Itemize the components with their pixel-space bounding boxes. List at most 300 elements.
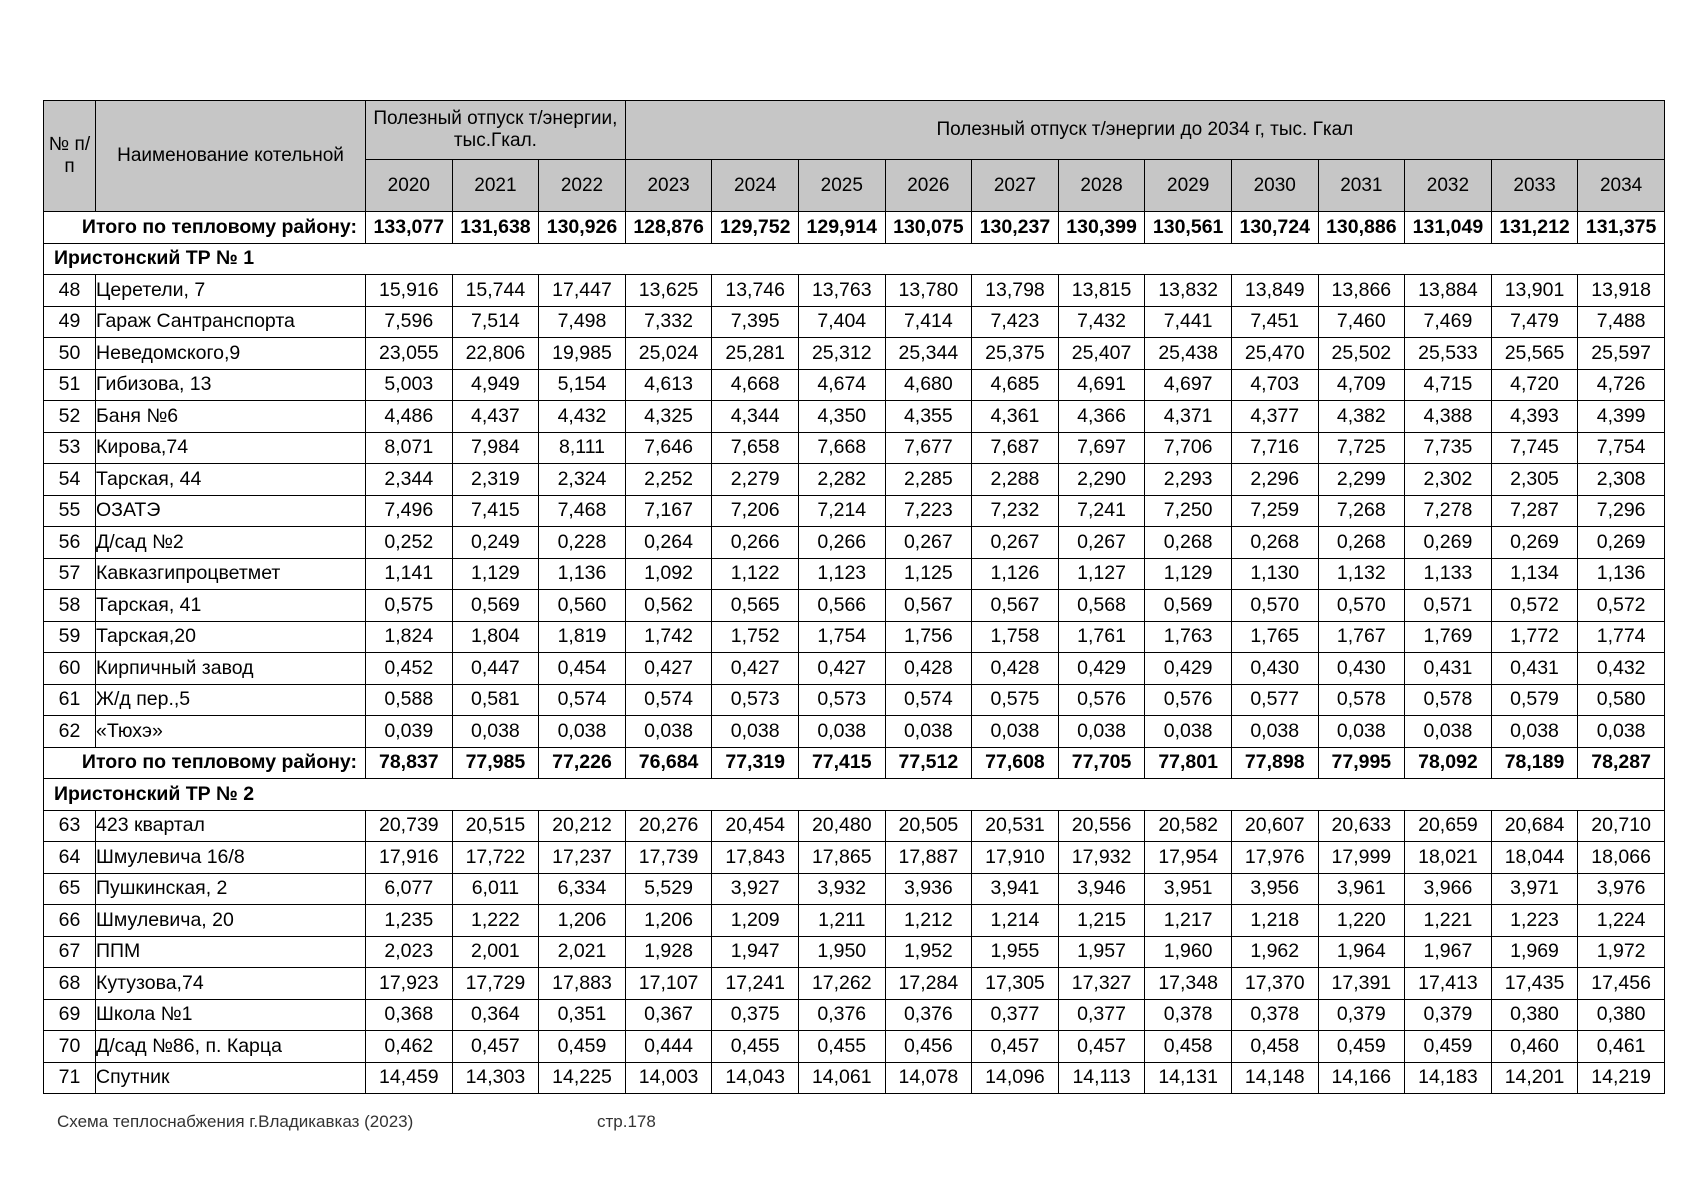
value-cell: 4,377	[1231, 401, 1318, 433]
value-cell: 13,815	[1058, 275, 1145, 307]
value-cell: 20,659	[1405, 810, 1492, 842]
value-cell: 7,404	[798, 306, 885, 338]
value-cell: 0,567	[972, 590, 1059, 622]
value-cell: 0,427	[798, 653, 885, 685]
value-cell: 4,715	[1405, 369, 1492, 401]
value-cell: 1,928	[625, 936, 712, 968]
value-cell: 17,729	[452, 968, 539, 1000]
value-cell: 0,562	[625, 590, 712, 622]
value-cell: 4,674	[798, 369, 885, 401]
value-cell: 2,285	[885, 464, 972, 496]
value-cell: 0,459	[1318, 1031, 1405, 1063]
value-cell: 1,955	[972, 936, 1059, 968]
value-cell: 7,469	[1405, 306, 1492, 338]
row-number: 67	[44, 936, 96, 968]
value-cell: 0,452	[366, 653, 453, 685]
value-cell: 1,972	[1578, 936, 1665, 968]
value-cell: 7,241	[1058, 495, 1145, 527]
value-cell: 17,999	[1318, 842, 1405, 874]
value-cell: 1,769	[1405, 621, 1492, 653]
value-cell: 4,361	[972, 401, 1059, 433]
value-cell: 7,268	[1318, 495, 1405, 527]
boiler-name: Гараж Сантранспорта	[96, 306, 366, 338]
value-cell: 20,556	[1058, 810, 1145, 842]
value-cell: 1,767	[1318, 621, 1405, 653]
value-cell: 1,758	[972, 621, 1059, 653]
value-cell: 0,269	[1578, 527, 1665, 559]
value-cell: 0,378	[1231, 999, 1318, 1031]
value-cell: 0,264	[625, 527, 712, 559]
value-cell: 0,427	[712, 653, 799, 685]
value-cell: 1,742	[625, 621, 712, 653]
value-cell: 0,462	[366, 1031, 453, 1063]
value-cell: 0,574	[885, 684, 972, 716]
value-cell: 25,502	[1318, 338, 1405, 370]
row-number: 59	[44, 621, 96, 653]
total-value: 133,077	[366, 212, 453, 244]
value-cell: 0,573	[798, 684, 885, 716]
value-cell: 0,567	[885, 590, 972, 622]
value-cell: 1,129	[1145, 558, 1232, 590]
value-cell: 3,941	[972, 873, 1059, 905]
value-cell: 0,568	[1058, 590, 1145, 622]
heat-supply-table-sheet	[43, 100, 1664, 1094]
value-cell: 1,212	[885, 905, 972, 937]
header-year: 2027	[972, 160, 1059, 212]
value-cell: 0,427	[625, 653, 712, 685]
value-cell: 7,214	[798, 495, 885, 527]
section-row	[44, 779, 1665, 811]
value-cell: 4,486	[366, 401, 453, 433]
value-cell: 4,344	[712, 401, 799, 433]
value-cell: 0,351	[539, 999, 626, 1031]
header-year: 2025	[798, 160, 885, 212]
value-cell: 0,572	[1491, 590, 1578, 622]
value-cell: 0,038	[1405, 716, 1492, 748]
value-cell: 0,428	[885, 653, 972, 685]
value-cell: 6,334	[539, 873, 626, 905]
value-cell: 14,148	[1231, 1062, 1318, 1094]
value-cell: 0,454	[539, 653, 626, 685]
value-cell: 0,581	[452, 684, 539, 716]
row-number: 68	[44, 968, 96, 1000]
total-value: 130,075	[885, 212, 972, 244]
value-cell: 25,312	[798, 338, 885, 370]
row-number: 51	[44, 369, 96, 401]
total-label: Итого по тепловому району:	[44, 747, 366, 779]
value-cell: 0,578	[1318, 684, 1405, 716]
value-cell: 17,447	[539, 275, 626, 307]
value-cell: 7,716	[1231, 432, 1318, 464]
section-title: Иристонский ТР № 2	[44, 779, 1665, 811]
total-value: 77,985	[452, 747, 539, 779]
value-cell: 7,735	[1405, 432, 1492, 464]
footer-doc-title: Схема теплоснабжения г.Владикавказ (2023)	[57, 1112, 414, 1131]
total-value: 130,886	[1318, 212, 1405, 244]
value-cell: 1,222	[452, 905, 539, 937]
value-cell: 2,293	[1145, 464, 1232, 496]
value-cell: 1,756	[885, 621, 972, 653]
value-cell: 2,302	[1405, 464, 1492, 496]
value-cell: 0,572	[1578, 590, 1665, 622]
table-row	[44, 653, 1665, 685]
value-cell: 13,798	[972, 275, 1059, 307]
value-cell: 0,038	[1231, 716, 1318, 748]
value-cell: 0,573	[712, 684, 799, 716]
total-value: 130,926	[539, 212, 626, 244]
value-cell: 4,703	[1231, 369, 1318, 401]
value-cell: 4,350	[798, 401, 885, 433]
row-number: 63	[44, 810, 96, 842]
value-cell: 0,574	[539, 684, 626, 716]
value-cell: 0,267	[1058, 527, 1145, 559]
value-cell: 4,949	[452, 369, 539, 401]
value-cell: 4,382	[1318, 401, 1405, 433]
value-cell: 4,432	[539, 401, 626, 433]
value-cell: 1,223	[1491, 905, 1578, 937]
total-value: 78,189	[1491, 747, 1578, 779]
value-cell: 0,038	[1491, 716, 1578, 748]
total-value: 78,287	[1578, 747, 1665, 779]
value-cell: 1,967	[1405, 936, 1492, 968]
total-value: 129,914	[798, 212, 885, 244]
value-cell: 2,001	[452, 936, 539, 968]
value-cell: 0,456	[885, 1031, 972, 1063]
value-cell: 0,375	[712, 999, 799, 1031]
value-cell: 2,305	[1491, 464, 1578, 496]
value-cell: 7,498	[539, 306, 626, 338]
value-cell: 17,954	[1145, 842, 1232, 874]
header-forecast-group: Полезный отпуск т/энергии до 2034 г, тыс. Гкал	[625, 101, 1664, 160]
value-cell: 7,395	[712, 306, 799, 338]
value-cell: 17,910	[972, 842, 1059, 874]
value-cell: 4,371	[1145, 401, 1232, 433]
value-cell: 1,752	[712, 621, 799, 653]
value-cell: 1,952	[885, 936, 972, 968]
value-cell: 1,765	[1231, 621, 1318, 653]
row-number: 52	[44, 401, 96, 433]
value-cell: 1,950	[798, 936, 885, 968]
value-cell: 1,092	[625, 558, 712, 590]
value-cell: 1,132	[1318, 558, 1405, 590]
value-cell: 13,832	[1145, 275, 1232, 307]
value-cell: 0,575	[366, 590, 453, 622]
value-cell: 1,947	[712, 936, 799, 968]
footer-page-number: стр.178	[597, 1112, 656, 1131]
value-cell: 17,435	[1491, 968, 1578, 1000]
value-cell: 1,130	[1231, 558, 1318, 590]
value-cell: 0,368	[366, 999, 453, 1031]
value-cell: 7,259	[1231, 495, 1318, 527]
value-cell: 2,324	[539, 464, 626, 496]
value-cell: 0,457	[1058, 1031, 1145, 1063]
value-cell: 0,432	[1578, 653, 1665, 685]
value-cell: 20,505	[885, 810, 972, 842]
row-number: 69	[44, 999, 96, 1031]
row-number: 62	[44, 716, 96, 748]
value-cell: 0,571	[1405, 590, 1492, 622]
value-cell: 7,488	[1578, 306, 1665, 338]
boiler-name: Ж/д пер.,5	[96, 684, 366, 716]
value-cell: 14,459	[366, 1062, 453, 1094]
value-cell: 5,529	[625, 873, 712, 905]
boiler-name: Церетели, 7	[96, 275, 366, 307]
value-cell: 1,127	[1058, 558, 1145, 590]
value-cell: 0,266	[712, 527, 799, 559]
value-cell: 1,122	[712, 558, 799, 590]
value-cell: 1,957	[1058, 936, 1145, 968]
value-cell: 25,438	[1145, 338, 1232, 370]
value-cell: 0,431	[1491, 653, 1578, 685]
value-cell: 4,399	[1578, 401, 1665, 433]
value-cell: 17,722	[452, 842, 539, 874]
value-cell: 14,225	[539, 1062, 626, 1094]
section-title: Иристонский ТР № 1	[44, 243, 1665, 275]
value-cell: 25,281	[712, 338, 799, 370]
boiler-name: Тарская, 44	[96, 464, 366, 496]
value-cell: 17,237	[539, 842, 626, 874]
table-body	[44, 212, 1665, 1094]
boiler-name: Неведомского,9	[96, 338, 366, 370]
value-cell: 13,849	[1231, 275, 1318, 307]
boiler-name: Кирпичный завод	[96, 653, 366, 685]
value-cell: 0,461	[1578, 1031, 1665, 1063]
boiler-name: Шмулевича 16/8	[96, 842, 366, 874]
value-cell: 1,774	[1578, 621, 1665, 653]
value-cell: 7,432	[1058, 306, 1145, 338]
value-cell: 7,479	[1491, 306, 1578, 338]
value-cell: 20,582	[1145, 810, 1232, 842]
value-cell: 13,884	[1405, 275, 1492, 307]
value-cell: 2,296	[1231, 464, 1318, 496]
value-cell: 5,154	[539, 369, 626, 401]
value-cell: 0,268	[1231, 527, 1318, 559]
value-cell: 20,710	[1578, 810, 1665, 842]
total-value: 78,837	[366, 747, 453, 779]
value-cell: 3,956	[1231, 873, 1318, 905]
value-cell: 0,447	[452, 653, 539, 685]
value-cell: 13,780	[885, 275, 972, 307]
value-cell: 8,071	[366, 432, 453, 464]
value-cell: 7,646	[625, 432, 712, 464]
value-cell: 7,706	[1145, 432, 1232, 464]
value-cell: 17,843	[712, 842, 799, 874]
header-year: 2030	[1231, 160, 1318, 212]
value-cell: 3,966	[1405, 873, 1492, 905]
value-cell: 1,123	[798, 558, 885, 590]
value-cell: 14,219	[1578, 1062, 1665, 1094]
value-cell: 17,262	[798, 968, 885, 1000]
value-cell: 0,576	[1058, 684, 1145, 716]
table-row	[44, 999, 1665, 1031]
value-cell: 0,569	[1145, 590, 1232, 622]
value-cell: 0,459	[1405, 1031, 1492, 1063]
value-cell: 7,278	[1405, 495, 1492, 527]
table-row	[44, 842, 1665, 874]
value-cell: 20,739	[366, 810, 453, 842]
value-cell: 0,566	[798, 590, 885, 622]
value-cell: 1,969	[1491, 936, 1578, 968]
value-cell: 1,235	[366, 905, 453, 937]
boiler-name: ППМ	[96, 936, 366, 968]
table-row	[44, 527, 1665, 559]
value-cell: 14,131	[1145, 1062, 1232, 1094]
value-cell: 3,951	[1145, 873, 1232, 905]
total-value: 77,608	[972, 747, 1059, 779]
table-row	[44, 432, 1665, 464]
value-cell: 7,697	[1058, 432, 1145, 464]
value-cell: 1,217	[1145, 905, 1232, 937]
table-row	[44, 621, 1665, 653]
value-cell: 0,376	[798, 999, 885, 1031]
row-number: 57	[44, 558, 96, 590]
value-cell: 0,038	[798, 716, 885, 748]
value-cell: 13,918	[1578, 275, 1665, 307]
value-cell: 17,887	[885, 842, 972, 874]
value-cell: 23,055	[366, 338, 453, 370]
value-cell: 14,061	[798, 1062, 885, 1094]
total-value: 77,995	[1318, 747, 1405, 779]
value-cell: 4,685	[972, 369, 1059, 401]
value-cell: 2,252	[625, 464, 712, 496]
value-cell: 14,078	[885, 1062, 972, 1094]
header-boiler-name: Наименование котельной	[96, 101, 366, 212]
value-cell: 1,209	[712, 905, 799, 937]
table-row	[44, 684, 1665, 716]
value-cell: 15,916	[366, 275, 453, 307]
boiler-name: Пушкинская, 2	[96, 873, 366, 905]
value-cell: 17,284	[885, 968, 972, 1000]
value-cell: 7,232	[972, 495, 1059, 527]
value-cell: 1,754	[798, 621, 885, 653]
value-cell: 17,456	[1578, 968, 1665, 1000]
value-cell: 20,212	[539, 810, 626, 842]
header-year: 2020	[366, 160, 453, 212]
total-value: 130,561	[1145, 212, 1232, 244]
value-cell: 0,249	[452, 527, 539, 559]
value-cell: 2,344	[366, 464, 453, 496]
value-cell: 0,577	[1231, 684, 1318, 716]
value-cell: 1,136	[1578, 558, 1665, 590]
header-year: 2031	[1318, 160, 1405, 212]
boiler-name: Спутник	[96, 1062, 366, 1094]
row-number: 55	[44, 495, 96, 527]
value-cell: 1,206	[539, 905, 626, 937]
value-cell: 7,250	[1145, 495, 1232, 527]
value-cell: 0,380	[1491, 999, 1578, 1031]
value-cell: 4,613	[625, 369, 712, 401]
value-cell: 13,625	[625, 275, 712, 307]
boiler-name: Тарская,20	[96, 621, 366, 653]
value-cell: 1,962	[1231, 936, 1318, 968]
value-cell: 25,375	[972, 338, 1059, 370]
value-cell: 17,348	[1145, 968, 1232, 1000]
value-cell: 7,287	[1491, 495, 1578, 527]
value-cell: 1,960	[1145, 936, 1232, 968]
value-cell: 17,932	[1058, 842, 1145, 874]
value-cell: 4,726	[1578, 369, 1665, 401]
value-cell: 7,223	[885, 495, 972, 527]
row-number: 64	[44, 842, 96, 874]
table-row	[44, 1031, 1665, 1063]
value-cell: 0,038	[1058, 716, 1145, 748]
header-year: 2021	[452, 160, 539, 212]
value-cell: 7,984	[452, 432, 539, 464]
boiler-name: Тарская, 41	[96, 590, 366, 622]
value-cell: 13,763	[798, 275, 885, 307]
boiler-name: «Тюхэ»	[96, 716, 366, 748]
value-cell: 1,206	[625, 905, 712, 937]
value-cell: 14,166	[1318, 1062, 1405, 1094]
value-cell: 0,580	[1578, 684, 1665, 716]
value-cell: 14,201	[1491, 1062, 1578, 1094]
value-cell: 0,252	[366, 527, 453, 559]
value-cell: 7,754	[1578, 432, 1665, 464]
value-cell: 0,576	[1145, 684, 1232, 716]
value-cell: 25,470	[1231, 338, 1318, 370]
boiler-name: Баня №6	[96, 401, 366, 433]
total-value: 131,638	[452, 212, 539, 244]
value-cell: 0,038	[625, 716, 712, 748]
value-cell: 0,579	[1491, 684, 1578, 716]
value-cell: 25,024	[625, 338, 712, 370]
value-cell: 0,038	[539, 716, 626, 748]
total-value: 131,375	[1578, 212, 1665, 244]
value-cell: 20,276	[625, 810, 712, 842]
value-cell: 18,044	[1491, 842, 1578, 874]
value-cell: 1,134	[1491, 558, 1578, 590]
value-cell: 1,126	[972, 558, 1059, 590]
boiler-name: Д/сад №86, п. Карца	[96, 1031, 366, 1063]
value-cell: 1,218	[1231, 905, 1318, 937]
row-number: 60	[44, 653, 96, 685]
value-cell: 4,388	[1405, 401, 1492, 433]
value-cell: 4,680	[885, 369, 972, 401]
value-cell: 3,961	[1318, 873, 1405, 905]
value-cell: 0,444	[625, 1031, 712, 1063]
value-cell: 19,985	[539, 338, 626, 370]
value-cell: 1,136	[539, 558, 626, 590]
value-cell: 1,129	[452, 558, 539, 590]
table-row	[44, 558, 1665, 590]
value-cell: 0,457	[972, 1031, 1059, 1063]
value-cell: 17,241	[712, 968, 799, 1000]
total-value: 77,226	[539, 747, 626, 779]
value-cell: 1,220	[1318, 905, 1405, 937]
total-value: 77,319	[712, 747, 799, 779]
value-cell: 4,393	[1491, 401, 1578, 433]
value-cell: 0,038	[1318, 716, 1405, 748]
total-value: 131,049	[1405, 212, 1492, 244]
value-cell: 2,023	[366, 936, 453, 968]
value-cell: 1,141	[366, 558, 453, 590]
value-cell: 3,927	[712, 873, 799, 905]
value-cell: 7,441	[1145, 306, 1232, 338]
value-cell: 7,451	[1231, 306, 1318, 338]
value-cell: 1,125	[885, 558, 972, 590]
value-cell: 0,575	[972, 684, 1059, 716]
value-cell: 7,677	[885, 432, 972, 464]
value-cell: 20,633	[1318, 810, 1405, 842]
value-cell: 20,531	[972, 810, 1059, 842]
value-cell: 2,308	[1578, 464, 1665, 496]
header-num: № п/п	[44, 101, 96, 212]
heat-supply-table	[43, 100, 1665, 1094]
header-year: 2032	[1405, 160, 1492, 212]
table-row	[44, 905, 1665, 937]
value-cell: 20,684	[1491, 810, 1578, 842]
boiler-name: Школа №1	[96, 999, 366, 1031]
